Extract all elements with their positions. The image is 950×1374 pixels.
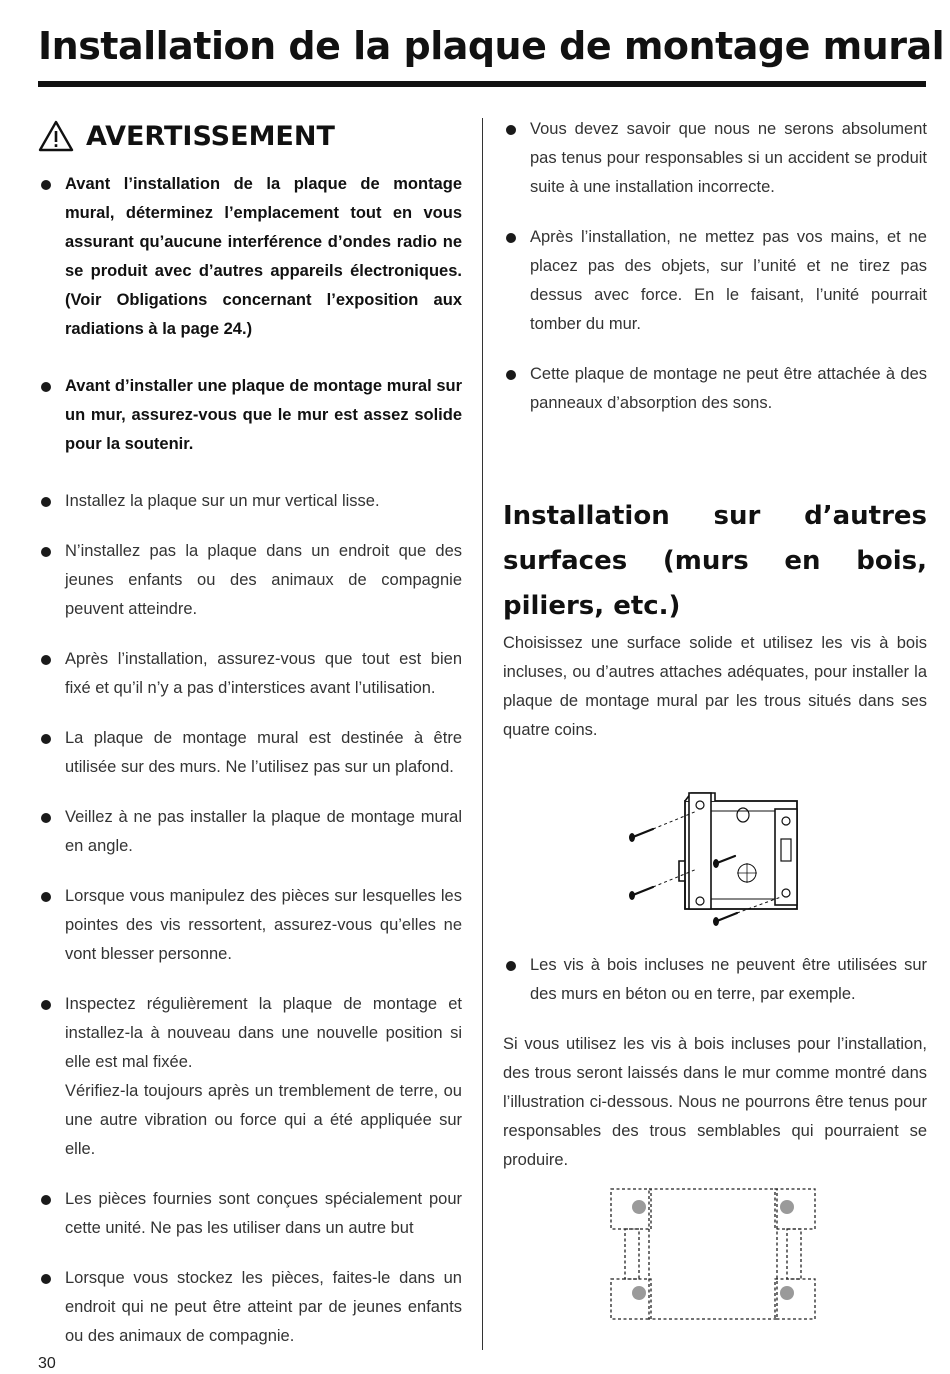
list-item: N’installez pas la plaque dans un endroit que des jeunes enfants ou des animaux de compagnie peuvent atteindre. [38, 537, 462, 624]
warning-list-continued [503, 115, 927, 418]
wall-plate-screws-illustration [625, 781, 805, 931]
page-title: Installation de la plaque de montage mural [38, 24, 945, 68]
list-item: Veillez à ne pas installer la plaque de montage mural en angle. [38, 803, 462, 861]
list-item: Après l’installation, ne mettez pas vos mains, et ne placez pas des objets, sur l’unité et ne tirez pas dessus avec force. En le faisant, l’unité pourrait tomber du mur. [503, 223, 927, 339]
list-item: La plaque de montage mural est destinée à être utilisée sur des murs. Ne l’utilisez pas sur un plafond. [38, 724, 462, 782]
list-item: Cette plaque de montage ne peut être attachée à des panneaux d’absorption des sons. [503, 360, 927, 418]
warning-list [38, 170, 462, 1351]
section-heading: Installation sur d’autres surfaces (murs en bois, piliers, etc.) [503, 501, 927, 621]
list-item: Avant d’installer une plaque de montage mural sur un mur, assurez-vous que le mur est assez solide pour la soutenir. [38, 372, 462, 459]
list-item: Vous devez savoir que nous ne serons absolument pas tenus pour responsables si un accident se produit suite à une installation incorrecte. [503, 115, 927, 202]
warning-header [38, 120, 462, 152]
liability-paragraph-text: Nous ne pourrons être tenus pour responsables des trous semblables qui pourraient se produire. [503, 1093, 927, 1169]
list-item: Lorsque vous stockez les pièces, faites-le dans un endroit qui ne peut être atteint par de jeunes enfants ou des animaux de compagnie. [38, 1264, 462, 1351]
page-number: 30 [38, 1355, 56, 1372]
title-rule [38, 81, 926, 87]
warning-heading: AVERTISSEMENT [86, 120, 335, 152]
list-item: Lorsque vous manipulez des pièces sur lesquelles les pointes des vis ressortent, assurez-vous qu’elles ne vont blesser personne. [38, 882, 462, 969]
right-column [503, 115, 927, 1323]
list-item: Les vis à bois incluses ne peuvent être utilisées sur des murs en béton ou en terre, par exemple. [503, 951, 927, 1009]
column-divider [482, 118, 483, 1350]
warning-triangle-icon [38, 120, 74, 152]
holes-paragraph-text: Si vous utilisez les vis à bois incluses pour l’installation, des trous seront laissés dans le mur comme montré dans l’illustration ci-dessous. [503, 1035, 927, 1111]
note-list [503, 951, 927, 1009]
list-item: Après l’installation, assurez-vous que tout est bien fixé et qu’il n’y a pas d’interstices avant l’utilisation. [38, 645, 462, 703]
list-item: Installez la plaque sur un mur vertical lisse. [38, 487, 462, 516]
list-item-text: Inspectez régulièrement la plaque de montage et installez-la à nouveau dans une nouvelle position si elle est mal fixée. [65, 995, 462, 1071]
wall-holes-illustration [609, 1187, 821, 1323]
intro-paragraph: Choisissez une surface solide et utilisez les vis à bois incluses, ou d’autres attaches adéquates, pour installer la plaque de montage mural par les trous situés dans ses quatre coins. [503, 634, 927, 739]
list-item: Avant l’installation de la plaque de montage mural, déterminez l’emplacement tout en vous assurant qu’aucune interférence d’ondes radio ne se produit avec d’autres appareils électroniques. (Voir Obligations concernant l’exposition aux radiations à la page 24.) [38, 170, 462, 344]
left-column [38, 120, 462, 1372]
list-item: Les pièces fournies sont conçues spécialement pour cette unité. Ne pas les utiliser dans un autre but [38, 1185, 462, 1243]
list-item-text: Vérifiez-la toujours après un tremblement de terre, ou une autre vibration ou force qui a été appliquée sur elle. [65, 1082, 462, 1158]
holes-paragraph [503, 1030, 927, 1175]
list-item [38, 990, 462, 1164]
